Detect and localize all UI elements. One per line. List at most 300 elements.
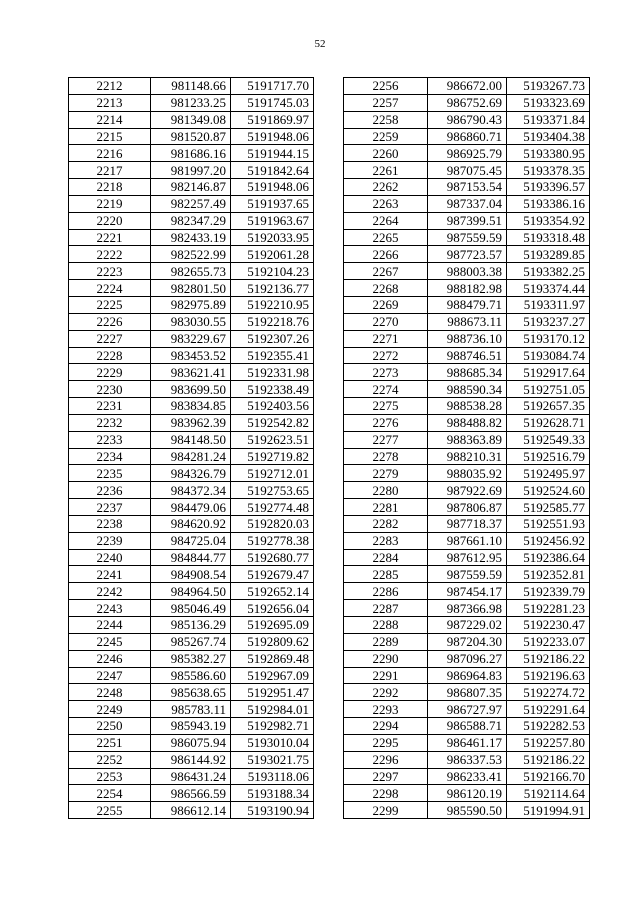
point-number-cell: 2293: [344, 701, 428, 718]
x-coordinate-cell: 987096.27: [428, 650, 507, 667]
x-coordinate-cell: 986144.92: [151, 751, 231, 768]
table-row: [69, 701, 314, 718]
y-coordinate-cell: 5192307.26: [231, 330, 314, 347]
x-coordinate-cell: 986612.14: [151, 802, 231, 819]
y-coordinate-cell: 5192196.63: [507, 667, 590, 684]
y-coordinate-cell: 5191842.64: [231, 162, 314, 179]
point-number-cell: 2227: [69, 330, 151, 347]
table-row: [69, 583, 314, 600]
x-coordinate-cell: 982347.29: [151, 212, 231, 229]
table-row: [344, 347, 590, 364]
x-coordinate-cell: 982257.49: [151, 195, 231, 212]
point-number-cell: 2226: [69, 313, 151, 330]
y-coordinate-cell: 5193318.48: [507, 229, 590, 246]
y-coordinate-cell: 5193170.12: [507, 330, 590, 347]
table-row: [344, 330, 590, 347]
y-coordinate-cell: 5192679.47: [231, 566, 314, 583]
table-row: [344, 313, 590, 330]
point-number-cell: 2278: [344, 448, 428, 465]
table-row: [344, 448, 590, 465]
point-number-cell: 2237: [69, 499, 151, 516]
x-coordinate-cell: 987806.87: [428, 499, 507, 516]
y-coordinate-cell: 5192114.64: [507, 785, 590, 802]
y-coordinate-cell: 5192456.92: [507, 532, 590, 549]
table-row: [344, 499, 590, 516]
point-number-cell: 2243: [69, 600, 151, 617]
y-coordinate-cell: 5191937.65: [231, 195, 314, 212]
x-coordinate-cell: 986860.71: [428, 128, 507, 145]
x-coordinate-cell: 984281.24: [151, 448, 231, 465]
table-row: [69, 263, 314, 280]
point-number-cell: 2221: [69, 229, 151, 246]
y-coordinate-cell: 5192403.56: [231, 398, 314, 415]
table-row: [344, 94, 590, 111]
x-coordinate-cell: 986925.79: [428, 145, 507, 162]
table-row: [344, 381, 590, 398]
y-coordinate-cell: 5192820.03: [231, 515, 314, 532]
point-number-cell: 2253: [69, 768, 151, 785]
x-coordinate-cell: 986807.35: [428, 684, 507, 701]
x-coordinate-cell: 986790.43: [428, 111, 507, 128]
x-coordinate-cell: 981686.16: [151, 145, 231, 162]
x-coordinate-cell: 984620.92: [151, 515, 231, 532]
y-coordinate-cell: 5193382.25: [507, 263, 590, 280]
x-coordinate-cell: 988479.71: [428, 296, 507, 313]
point-number-cell: 2283: [344, 532, 428, 549]
point-number-cell: 2264: [344, 212, 428, 229]
point-number-cell: 2240: [69, 549, 151, 566]
table-row: [69, 482, 314, 499]
y-coordinate-cell: 5192982.71: [231, 718, 314, 735]
point-number-cell: 2272: [344, 347, 428, 364]
table-row: [69, 650, 314, 667]
y-coordinate-cell: 5192282.53: [507, 718, 590, 735]
point-number-cell: 2290: [344, 650, 428, 667]
table-row: [69, 465, 314, 482]
y-coordinate-cell: 5192338.49: [231, 381, 314, 398]
point-number-cell: 2239: [69, 532, 151, 549]
x-coordinate-cell: 981997.20: [151, 162, 231, 179]
y-coordinate-cell: 5192186.22: [507, 751, 590, 768]
point-number-cell: 2222: [69, 246, 151, 263]
point-number-cell: 2270: [344, 313, 428, 330]
table-row: [69, 145, 314, 162]
point-number-cell: 2213: [69, 94, 151, 111]
x-coordinate-cell: 986964.83: [428, 667, 507, 684]
point-number-cell: 2277: [344, 431, 428, 448]
x-coordinate-cell: 986075.94: [151, 734, 231, 751]
point-number-cell: 2299: [344, 802, 428, 819]
table-row: [344, 162, 590, 179]
table-row: [344, 364, 590, 381]
table-row: [344, 802, 590, 819]
point-number-cell: 2267: [344, 263, 428, 280]
table-row: [344, 667, 590, 684]
point-number-cell: 2285: [344, 566, 428, 583]
table-row: [69, 179, 314, 196]
point-number-cell: 2268: [344, 280, 428, 297]
table-row: [69, 633, 314, 650]
point-number-cell: 2217: [69, 162, 151, 179]
y-coordinate-cell: 5192551.93: [507, 515, 590, 532]
point-number-cell: 2294: [344, 718, 428, 735]
point-number-cell: 2220: [69, 212, 151, 229]
x-coordinate-cell: 988003.38: [428, 263, 507, 280]
point-number-cell: 2269: [344, 296, 428, 313]
point-number-cell: 2254: [69, 785, 151, 802]
table-row: [69, 600, 314, 617]
point-number-cell: 2236: [69, 482, 151, 499]
table-row: [344, 212, 590, 229]
y-coordinate-cell: 5191869.97: [231, 111, 314, 128]
x-coordinate-cell: 988182.98: [428, 280, 507, 297]
y-coordinate-cell: 5193311.97: [507, 296, 590, 313]
point-number-cell: 2280: [344, 482, 428, 499]
x-coordinate-cell: 984479.06: [151, 499, 231, 516]
table-row: [69, 398, 314, 415]
x-coordinate-cell: 985382.27: [151, 650, 231, 667]
x-coordinate-cell: 983030.55: [151, 313, 231, 330]
x-coordinate-cell: 983834.85: [151, 398, 231, 415]
y-coordinate-cell: 5193404.38: [507, 128, 590, 145]
point-number-cell: 2231: [69, 398, 151, 415]
point-number-cell: 2260: [344, 145, 428, 162]
table-row: [344, 296, 590, 313]
y-coordinate-cell: 5192355.41: [231, 347, 314, 364]
x-coordinate-cell: 984148.50: [151, 431, 231, 448]
point-number-cell: 2271: [344, 330, 428, 347]
x-coordinate-cell: 984326.79: [151, 465, 231, 482]
y-coordinate-cell: 5192186.22: [507, 650, 590, 667]
table-row: [344, 566, 590, 583]
table-row: [69, 734, 314, 751]
y-coordinate-cell: 5192719.82: [231, 448, 314, 465]
x-coordinate-cell: 986672.00: [428, 78, 507, 95]
x-coordinate-cell: 987075.45: [428, 162, 507, 179]
point-number-cell: 2261: [344, 162, 428, 179]
point-number-cell: 2262: [344, 179, 428, 196]
table-row: [344, 701, 590, 718]
x-coordinate-cell: 987559.59: [428, 566, 507, 583]
table-row: [344, 398, 590, 415]
point-number-cell: 2246: [69, 650, 151, 667]
y-coordinate-cell: 5192061.28: [231, 246, 314, 263]
x-coordinate-cell: 988685.34: [428, 364, 507, 381]
y-coordinate-cell: 5192751.05: [507, 381, 590, 398]
y-coordinate-cell: 5192549.33: [507, 431, 590, 448]
y-coordinate-cell: 5191948.06: [231, 179, 314, 196]
x-coordinate-cell: 985136.29: [151, 617, 231, 634]
table-row: [344, 263, 590, 280]
x-coordinate-cell: 983699.50: [151, 381, 231, 398]
y-coordinate-cell: 5192233.07: [507, 633, 590, 650]
x-coordinate-cell: 988488.82: [428, 414, 507, 431]
point-number-cell: 2289: [344, 633, 428, 650]
table-row: [344, 751, 590, 768]
table-row: [69, 532, 314, 549]
y-coordinate-cell: 5193021.75: [231, 751, 314, 768]
table-row: [344, 229, 590, 246]
point-number-cell: 2232: [69, 414, 151, 431]
x-coordinate-cell: 987718.37: [428, 515, 507, 532]
table-row: [69, 785, 314, 802]
page-number: 52: [314, 38, 326, 50]
point-number-cell: 2225: [69, 296, 151, 313]
x-coordinate-cell: 983229.67: [151, 330, 231, 347]
point-number-cell: 2275: [344, 398, 428, 415]
x-coordinate-cell: 986588.71: [428, 718, 507, 735]
y-coordinate-cell: 5192657.35: [507, 398, 590, 415]
x-coordinate-cell: 988673.11: [428, 313, 507, 330]
y-coordinate-cell: 5191944.15: [231, 145, 314, 162]
point-number-cell: 2281: [344, 499, 428, 516]
x-coordinate-cell: 987153.54: [428, 179, 507, 196]
x-coordinate-cell: 987399.51: [428, 212, 507, 229]
y-coordinate-cell: 5192104.23: [231, 263, 314, 280]
x-coordinate-cell: 982801.50: [151, 280, 231, 297]
y-coordinate-cell: 5193118.06: [231, 768, 314, 785]
point-number-cell: 2263: [344, 195, 428, 212]
point-number-cell: 2256: [344, 78, 428, 95]
table-row: [344, 195, 590, 212]
x-coordinate-cell: 987337.04: [428, 195, 507, 212]
y-coordinate-cell: 5192695.09: [231, 617, 314, 634]
table-row: [69, 381, 314, 398]
table-row: [344, 111, 590, 128]
y-coordinate-cell: 5193237.27: [507, 313, 590, 330]
table-row: [344, 617, 590, 634]
y-coordinate-cell: 5192352.81: [507, 566, 590, 583]
x-coordinate-cell: 988210.31: [428, 448, 507, 465]
x-coordinate-cell: 983453.52: [151, 347, 231, 364]
x-coordinate-cell: 982655.73: [151, 263, 231, 280]
point-number-cell: 2241: [69, 566, 151, 583]
point-number-cell: 2282: [344, 515, 428, 532]
x-coordinate-cell: 983621.41: [151, 364, 231, 381]
y-coordinate-cell: 5192680.77: [231, 549, 314, 566]
point-number-cell: 2274: [344, 381, 428, 398]
y-coordinate-cell: 5193378.35: [507, 162, 590, 179]
x-coordinate-cell: 986337.53: [428, 751, 507, 768]
point-number-cell: 2228: [69, 347, 151, 364]
table-row: [69, 280, 314, 297]
y-coordinate-cell: 5192257.80: [507, 734, 590, 751]
y-coordinate-cell: 5192774.48: [231, 499, 314, 516]
x-coordinate-cell: 987612.95: [428, 549, 507, 566]
table-row: [344, 515, 590, 532]
x-coordinate-cell: 984908.54: [151, 566, 231, 583]
x-coordinate-cell: 987454.17: [428, 583, 507, 600]
y-coordinate-cell: 5192753.65: [231, 482, 314, 499]
table-row: [69, 499, 314, 516]
table-row: [344, 532, 590, 549]
x-coordinate-cell: 985783.11: [151, 701, 231, 718]
table-row: [344, 650, 590, 667]
table-row: [69, 414, 314, 431]
y-coordinate-cell: 5192984.01: [231, 701, 314, 718]
y-coordinate-cell: 5191717.70: [231, 78, 314, 95]
table-row: [69, 566, 314, 583]
point-number-cell: 2297: [344, 768, 428, 785]
y-coordinate-cell: 5192495.97: [507, 465, 590, 482]
table-row: [344, 414, 590, 431]
point-number-cell: 2265: [344, 229, 428, 246]
y-coordinate-cell: 5193010.04: [231, 734, 314, 751]
x-coordinate-cell: 988035.92: [428, 465, 507, 482]
point-number-cell: 2273: [344, 364, 428, 381]
y-coordinate-cell: 5191994.91: [507, 802, 590, 819]
y-coordinate-cell: 5192210.95: [231, 296, 314, 313]
point-number-cell: 2218: [69, 179, 151, 196]
y-coordinate-cell: 5191745.03: [231, 94, 314, 111]
y-coordinate-cell: 5193084.74: [507, 347, 590, 364]
table-row: [344, 280, 590, 297]
x-coordinate-cell: 987204.30: [428, 633, 507, 650]
coordinates-table-left: [68, 77, 314, 819]
table-row: [69, 431, 314, 448]
point-number-cell: 2279: [344, 465, 428, 482]
x-coordinate-cell: 982146.87: [151, 179, 231, 196]
table-row: [69, 448, 314, 465]
x-coordinate-cell: 987661.10: [428, 532, 507, 549]
table-row: [69, 515, 314, 532]
table-row: [344, 684, 590, 701]
x-coordinate-cell: 984372.34: [151, 482, 231, 499]
y-coordinate-cell: 5192230.47: [507, 617, 590, 634]
y-coordinate-cell: 5192809.62: [231, 633, 314, 650]
point-number-cell: 2292: [344, 684, 428, 701]
x-coordinate-cell: 986727.97: [428, 701, 507, 718]
table-row: [344, 482, 590, 499]
table-row: [344, 145, 590, 162]
x-coordinate-cell: 985267.74: [151, 633, 231, 650]
y-coordinate-cell: 5192281.23: [507, 600, 590, 617]
point-number-cell: 2259: [344, 128, 428, 145]
point-number-cell: 2295: [344, 734, 428, 751]
y-coordinate-cell: 5192869.48: [231, 650, 314, 667]
table-row: [69, 212, 314, 229]
x-coordinate-cell: 985590.50: [428, 802, 507, 819]
x-coordinate-cell: 983962.39: [151, 414, 231, 431]
x-coordinate-cell: 988736.10: [428, 330, 507, 347]
y-coordinate-cell: 5192033.95: [231, 229, 314, 246]
y-coordinate-cell: 5191963.67: [231, 212, 314, 229]
table-row: [69, 347, 314, 364]
x-coordinate-cell: 985586.60: [151, 667, 231, 684]
y-coordinate-cell: 5193267.73: [507, 78, 590, 95]
table-row: [69, 78, 314, 95]
x-coordinate-cell: 988746.51: [428, 347, 507, 364]
point-number-cell: 2224: [69, 280, 151, 297]
point-number-cell: 2255: [69, 802, 151, 819]
y-coordinate-cell: 5192917.64: [507, 364, 590, 381]
x-coordinate-cell: 987723.57: [428, 246, 507, 263]
table-row: [344, 734, 590, 751]
x-coordinate-cell: 986461.17: [428, 734, 507, 751]
y-coordinate-cell: 5192967.09: [231, 667, 314, 684]
table-row: [344, 128, 590, 145]
x-coordinate-cell: 987229.02: [428, 617, 507, 634]
point-number-cell: 2214: [69, 111, 151, 128]
point-number-cell: 2291: [344, 667, 428, 684]
table-row: [69, 802, 314, 819]
table-row: [69, 549, 314, 566]
x-coordinate-cell: 988363.89: [428, 431, 507, 448]
point-number-cell: 2216: [69, 145, 151, 162]
y-coordinate-cell: 5192778.38: [231, 532, 314, 549]
x-coordinate-cell: 981349.08: [151, 111, 231, 128]
table-row: [69, 768, 314, 785]
x-coordinate-cell: 982433.19: [151, 229, 231, 246]
table-row: [344, 179, 590, 196]
point-number-cell: 2250: [69, 718, 151, 735]
point-number-cell: 2247: [69, 667, 151, 684]
y-coordinate-cell: 5192623.51: [231, 431, 314, 448]
y-coordinate-cell: 5192516.79: [507, 448, 590, 465]
point-number-cell: 2234: [69, 448, 151, 465]
y-coordinate-cell: 5192712.01: [231, 465, 314, 482]
x-coordinate-cell: 987366.98: [428, 600, 507, 617]
x-coordinate-cell: 987922.69: [428, 482, 507, 499]
y-coordinate-cell: 5192656.04: [231, 600, 314, 617]
y-coordinate-cell: 5192339.79: [507, 583, 590, 600]
table-row: [344, 431, 590, 448]
y-coordinate-cell: 5193289.85: [507, 246, 590, 263]
y-coordinate-cell: 5192274.72: [507, 684, 590, 701]
y-coordinate-cell: 5193380.95: [507, 145, 590, 162]
y-coordinate-cell: 5192524.60: [507, 482, 590, 499]
x-coordinate-cell: 985943.19: [151, 718, 231, 735]
y-coordinate-cell: 5192951.47: [231, 684, 314, 701]
y-coordinate-cell: 5192218.76: [231, 313, 314, 330]
point-number-cell: 2233: [69, 431, 151, 448]
table-row: [344, 246, 590, 263]
table-row: [69, 718, 314, 735]
point-number-cell: 2230: [69, 381, 151, 398]
y-coordinate-cell: 5193354.92: [507, 212, 590, 229]
table-row: [69, 128, 314, 145]
table-row: [69, 667, 314, 684]
point-number-cell: 2249: [69, 701, 151, 718]
point-number-cell: 2298: [344, 785, 428, 802]
y-coordinate-cell: 5192331.98: [231, 364, 314, 381]
table-row: [69, 751, 314, 768]
x-coordinate-cell: 985638.65: [151, 684, 231, 701]
point-number-cell: 2248: [69, 684, 151, 701]
x-coordinate-cell: 981520.87: [151, 128, 231, 145]
y-coordinate-cell: 5192628.71: [507, 414, 590, 431]
table-row: [344, 78, 590, 95]
y-coordinate-cell: 5192166.70: [507, 768, 590, 785]
point-number-cell: 2276: [344, 414, 428, 431]
point-number-cell: 2244: [69, 617, 151, 634]
x-coordinate-cell: 982975.89: [151, 296, 231, 313]
point-number-cell: 2296: [344, 751, 428, 768]
y-coordinate-cell: 5193188.34: [231, 785, 314, 802]
table-row: [344, 465, 590, 482]
table-row: [69, 162, 314, 179]
table-row: [344, 768, 590, 785]
y-coordinate-cell: 5192136.77: [231, 280, 314, 297]
y-coordinate-cell: 5191948.06: [231, 128, 314, 145]
x-coordinate-cell: 981233.25: [151, 94, 231, 111]
point-number-cell: 2238: [69, 515, 151, 532]
table-row: [69, 229, 314, 246]
y-coordinate-cell: 5193386.16: [507, 195, 590, 212]
table-row: [344, 600, 590, 617]
table-row: [69, 195, 314, 212]
point-number-cell: 2266: [344, 246, 428, 263]
